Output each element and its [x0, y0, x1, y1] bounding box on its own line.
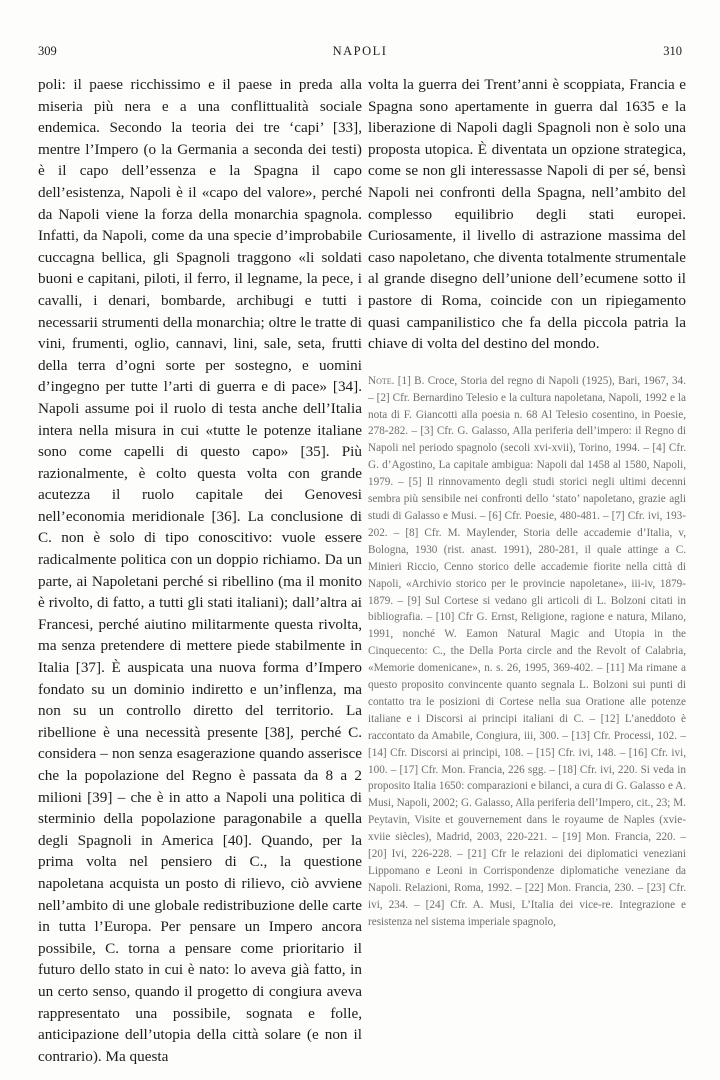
notes-text: [1] B. Croce, Storia del regno di Napoli (1925), Bari, 1967, 34. – [2] Cfr. Bernardino Telesio e la cultura napoletana, Napoli, 1992 e la nota di F. Giancotti alla poesia n. 68 Al Telesio cosentino, in Poesie, 278-282. – [3] Cfr. G. Galasso, Alla periferia dell’impero: il Regno di Napoli nel periodo spagnolo (secoli xvi-xvii), Torino, 1994. – [4] Cfr. G. d’Agostino, La capitale ambigua: Napoli dal 1458 al 1580, Napoli, 1979. – [5] Il rinnovamento degli studi storici negli ultimi decenni sembra più sensibile nei confronti dello ‘stato’ napoletano, grazie agli studi di Galasso e Musi. – [6] Cfr. Poesie, 480-481. – [7] Cfr. ivi, 193-202. – [8] Cfr. M. Maylender, Storia delle accademie d’Italia, v, Bologna, 1930 (rist. anast. 1991), 280-281, il quale attinge a C. Minieri Riccio, Cenno storico delle accademie fiorite nella città di Napoli, «Archivio storico per le provincie napoletane», iii-iv, 1879-1879. – [9] Sul Cortese si vedano gli articoli di L. Bolzoni citati in bibliografia. – [10] Cfr G. Ernst, Religione, ragione e natura, Milano, 1991, nonché W. Eamon Natural Magic and Utopia in the Cinquecento: C., the Della Porta circle and the Revolt of Calabria, «Memorie domenicane», n. s. 26, 1995, 369-402. – [11] Ma rimane a questo proposito convincente quanto segnala L. Bolzoni sui punti di contatto tra le posizioni di Cortese nella sua Oratione alle potenze italiane e i Discorsi ai principi italiani di C. – [12] L’aneddoto è raccontato da Amabile, Congiura, iii, 300. – [13] Cfr. Processi, 102. – [14] Cfr. Discorsi ai principi, 108. – [15] Cfr. ivi, 148. – [16] Cfr. ivi, 100. – [17] Cfr. Mon. Francia, 226 sgg. – [18] Cfr. ivi, 220. Si veda in proposito Italia 1650: comparazioni e bilanci, a cura di G. Galasso e A. Musi, Napoli, 2002; G. Galasso, Alla periferia dell’Impero, cit., 23; M. Peytavin, Visite et gouvernement dans le royaume de Naples (xvie-xviie siècles), Madrid, 2003, 220-221. – [19] Mon. Francia, 220. – [20] Ivi, 226-228. – [21] Cfr le relazioni dei diplomatici veneziani Lippomano e Leoni in Corrispondenze diplomatiche veneziane da Napoli. Relazioni, Roma, 1992. – [22] Mon. Francia, 230. – [23] Cfr. ivi, 234. – [24] Cfr. A. Musi, L’Italia dei vice-re. Integrazione e resistenza nel sistema imperiale spagnolo,	[368, 374, 686, 928]
page-number-right: 310	[663, 44, 682, 58]
page-number-left: 309	[38, 44, 57, 58]
page-header	[38, 44, 682, 64]
left-column-text: poli: il paese ricchissimo e il paese in preda alla miseria più nera e a una conflittualità sociale endemica. Secondo la teoria dei tre ‘capi’ [33], mentre l’Impero (o la Germania a seconda dei testi) è il capo dell’essenza e la Spagna il capo dell’esistenza, Napoli è il «capo del valore», perché da Napoli viene la forza della monarchia spagnola. Infatti, da Napoli, come da una specie d’improbabile cuccagna bellica, gli Spagnoli traggono «li soldati buoni e capitani, piloti, il ferro, il legname, la pece, i cavalli, i denari, bombarde, archibugi e tutti i necessarii strumenti della monarchia; oltre le tratte di vini, frumenti, oglio, cannavi, lini, sale, seta, frutti della terra d’ogni sorte per sostegno, e uomini d’ingegno per tutte l’arti di guerra e di pace» [34]. Napoli assume poi il ruolo di testa anche dell’Italia intera nella misura in cui «tutte le potenze italiane sono come capelli di questo capo» [35]. Più razionalmente, è colto questa volta con grande acutezza il ruolo capitale dei Genovesi nell’economia meridionale [36]. La conclusione di C. non è solo di tipo conoscitivo: vuole essere radicalmente politica con un doppio richiamo. Da un parte, ai Napoletani perché si ribellino (ma il monito è rivolto, di fatto, a tutti gli stati italiani); dall’altra ai Francesi, perché aiutino militarmente questa rivolta, ma senza pretendere di mettere piede stabilmente in Italia [37]. È auspicata una nuova forma d’Impero fondato su un dominio indiretto e un’inflenza, ma non su un controllo diretto del territorio. La ribellione è una necessità presente [38], perché C. considera – non senza esagerazione quando asserisce che la popolazione del Regno è passata da 8 a 2 milioni [39] – che è in atto a Napoli una politica di sterminio della popolazione paragonabile a quella degli Spagnoli in America [40]. Quando, per la prima volta nel pensiero di C., la questione napoletana acquista un posto di rilievo, ciò avviene nell’ambito di une globale redistribuzione delle carte in tutta l’Europa. Per pensare un Impero ancora possibile, C. torna a pensare come prioritario il futuro dello stato in cui è nato: lo aveva già fatto, in un certo senso, quando il progetto di congiura aveva rappresentato una possibile, sognata e folle, anticipazione dell’utopia della città solare (e non il contrario). Ma questa	[38, 76, 362, 1065]
right-column	[368, 74, 686, 931]
right-column-text: volta la guerra dei Trent’anni è scoppiata, Francia e Spagna sono apertamente in guerra dal 1635 e la liberazione di Napoli dagli Spagnoli non è solo una proposta utopica. È diventata un opzione strategica, come se non gli interessasse Napoli di per sé, bensì Napoli nei confronti della Spagna, nell’ambito del complesso equilibrio degli stati europei. Curiosamente, il livello di astrazione massima del caso napoletano, che diventa totalmente strumentale al grande disegno dell’unione dell’ecumene sotto il pastore di Roma, coincide con un ripiegamento quasi campanilistico che fa della piccola patria la chiave di volta del destino del mondo.	[368, 76, 686, 353]
left-column	[38, 74, 362, 1067]
notes-label: Note.	[368, 374, 395, 387]
footnotes	[368, 373, 686, 931]
running-title: NAPOLI	[332, 44, 388, 58]
